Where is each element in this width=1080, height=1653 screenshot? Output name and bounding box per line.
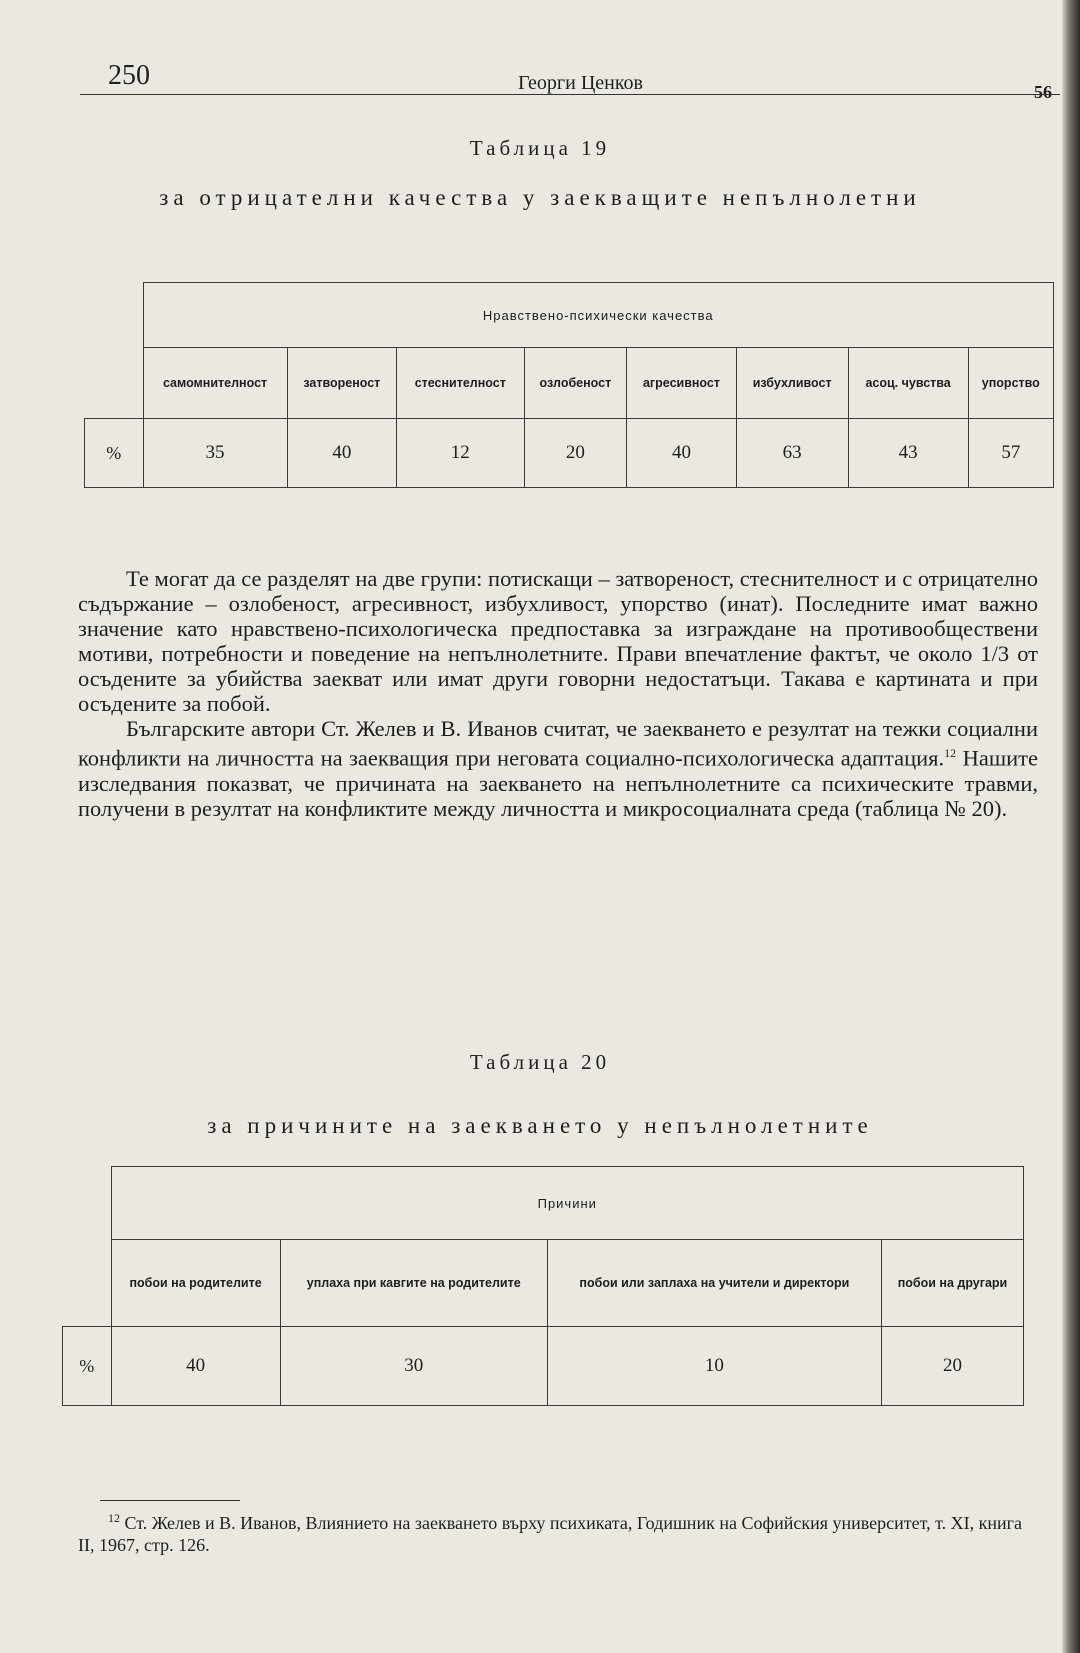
table19-cell: 63 [736, 419, 848, 488]
table19-group-header: Нравствено-психически качества [143, 283, 1054, 348]
running-head: Георги Ценков [518, 72, 643, 94]
book-spine-shadow [1062, 0, 1080, 1653]
table19-col-header: агресивност [627, 348, 736, 419]
paragraph-text: Българските автори Ст. Желев и В. Иванов считат, че заекването е резултат на тежки социални конфликти на личността на заекващия при неговата социално-психологическа адаптация. [78, 716, 1038, 771]
table20-col-header: уплаха при кавгите на родителите [280, 1240, 547, 1327]
footnote-marker: 12 [108, 1511, 120, 1525]
footnote-ref: 12 [944, 746, 957, 760]
table20-cell: 40 [111, 1327, 280, 1406]
table19-corner-cell [85, 283, 144, 419]
table19 [84, 282, 1054, 488]
table20-col-header: побои на другари [881, 1240, 1023, 1327]
table19-col-header: упорство [968, 348, 1053, 419]
table20-cell: 30 [280, 1327, 547, 1406]
table19-subtitle: за отрицателни качества у заекващите непълнолетни [159, 185, 921, 210]
table19-title: Таблица 19 [469, 136, 611, 160]
table-row [63, 1327, 1024, 1406]
table19-cell: 57 [968, 419, 1053, 488]
table19-col-header: самомнителност [143, 348, 287, 419]
paragraph: Те могат да се разделят на две групи: потискащи – затвореност, стеснителност и с отрицателно съдържание – озлобеност, агресивност, избухливост, упорство (инат). Последните имат важно значение като нравствено-психологическа предпоставка за изграждане на противообществени мотиви, потребности и поведение на непълнолетните. Прави впечатление фактът, че около 1/3 от осъдените за убийства заекват или имат други говорни недостатъци. Такава е картината и при осъдените за побой. [78, 566, 1038, 716]
table20-title: Таблица 20 [469, 1050, 611, 1074]
header-rule [80, 94, 1060, 95]
table19-col-header: озлобеност [524, 348, 627, 419]
table20-cell: 10 [547, 1327, 881, 1406]
table20-row-label: % [63, 1327, 112, 1406]
table19-cell: 35 [143, 419, 287, 488]
paragraph [78, 716, 1038, 821]
footnote [78, 1507, 1028, 1556]
table19-col-header: асоц. чувства [848, 348, 968, 419]
table19-cell: 43 [848, 419, 968, 488]
footnote-rule [100, 1500, 240, 1501]
table20-group-header: Причини [111, 1167, 1024, 1240]
footnote-text: Ст. Желев и В. Иванов, Влиянието на заекването върху психиката, Годишник на Софийския университет, т. XI, книга II, 1967, стр. 126. [78, 1513, 1023, 1555]
page-number: 250 [108, 60, 150, 91]
table19-cell: 20 [524, 419, 627, 488]
table19-cell: 40 [287, 419, 396, 488]
table19-col-header: избухливост [736, 348, 848, 419]
table20-corner-cell [63, 1167, 112, 1327]
page-header [80, 52, 1060, 100]
table19-col-header: стеснителност [397, 348, 524, 419]
table20-col-header: побои или заплаха на учители и директори [547, 1240, 881, 1327]
table20-col-header: побои на родителите [111, 1240, 280, 1327]
table19-col-header: затвореност [287, 348, 396, 419]
corner-mark: 56 [1034, 82, 1052, 102]
paragraph-text: Нашите изследвания показват, че причината на заекването на непълнолетните са психическите травми, получени в резултат на конфликтите между личността и микросоциалната среда (таблица № 20). [78, 745, 1038, 821]
table-row [85, 419, 1054, 488]
table20-subtitle: за причините на заекването у непълнолетните [207, 1113, 873, 1138]
table19-cell: 12 [397, 419, 524, 488]
table20-cell: 20 [881, 1327, 1023, 1406]
body-text [78, 566, 1038, 821]
table20 [62, 1166, 1024, 1406]
table19-row-label: % [85, 419, 144, 488]
table19-cell: 40 [627, 419, 736, 488]
